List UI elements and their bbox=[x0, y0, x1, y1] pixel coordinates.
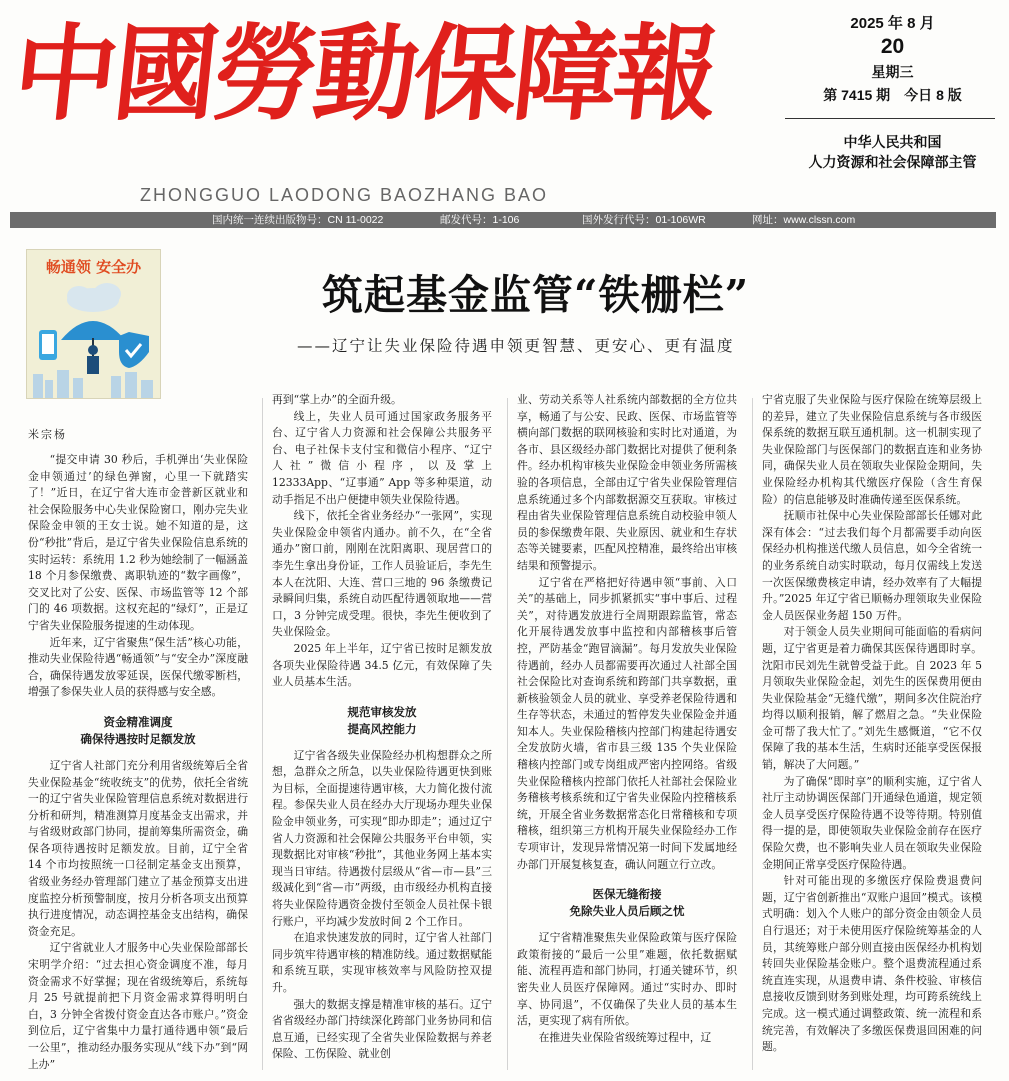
paragraph: 2025 年上半年，辽宁省已按时足额发放各项失业保险待遇 34.5 亿元，有效保障了失业人员基本生活。 bbox=[272, 641, 492, 689]
paragraph: 为了确保“即时享”的顺利实施，辽宁省人社厅主动协调医保部门开通绿色通道，规定领金人员享受医疗保险待遇不设等待期。特别值得一提的是，即使领取失业保险金前存在医疗保险欠费，也不影响失业人员在领取失业保险金期间正常享受医疗保险待遇。 bbox=[762, 774, 982, 871]
article-column-4 bbox=[762, 392, 982, 1056]
section-heading: 资金精准调度 确保待遇按时足额发放 bbox=[80, 714, 196, 746]
sponsor bbox=[780, 132, 1005, 172]
sponsor-line-1: 中华人民共和国 bbox=[843, 134, 942, 150]
paragraph: 业、劳动关系等人社系统内部数据的全方位共享，畅通了与公安、民政、医保、市场监管等横向部门数据的联网核验和实时比对通道，为各市、县区级经办部门数据比对提供了便利条件。经办机构审核失业保险金申领业务所需核验的各项信息，全部由辽宁省失业保险管理信息系统通过多个内部数据源交互获取。审核过程由省失业保险管理信息系统自动校验申领人员的参保缴费年限、失业原因、就业和生存状态等关键要素，匹配风控精准，最终给出审核结果和预警提示。 bbox=[517, 393, 737, 572]
date-month: 2025 年 8 月 bbox=[850, 15, 935, 32]
paragraph: 辽宁省人社部门充分利用省级统筹后全省失业保险基金“统收统支”的优势，依托全省统一的辽宁省失业保险管理信息系统对数据进行分析和研判，精准测算月度基金支出需求，并与省级财政部门协同，提前筹集所需资金，确保各项待遇按时足额发放。目前，辽宁全省 14 个市均按照统一口径制定基金支出预算，省级业务经办管理部门建立了基金预算支出进度监控分析预警制度，按月分析各项支出预算执行进度情况，动态调控基金支出结构，确保资金充足。 bbox=[28, 758, 248, 938]
date-day: 20 bbox=[880, 35, 905, 58]
section-heading: 规范审核发放 提高风控能力 bbox=[347, 704, 417, 736]
paragraph: 辽宁省在严格把好待遇申领“事前、入口关”的基础上，同步抓紧抓实“事中事后、过程关”，对待遇发放进行全周期跟踪监管，常态化开展待遇发放事中监控和内部稽核事后管控，严防基金“跑冒滴漏”。每月发放失业保险待遇前，经办人员都需要再次通过人社部全国社会保险比对查询系统和跨部门共享数据，重新核验领金人员的就业、享受养老保险待遇和生存等状态，未通过的暂停发失业保险金并通知本人。失业保险稽核内控部门构建起待遇安全发放防火墙，省市县三级 135 个失业保险稽核内控部门或专岗组成严密内控网络。省级失业保险稽核内控部门依托人社部社会保险业务稽核考核系统和辽宁省失业保险内控稽核系统，开展全省业务数据常态化日常稽核和专项稽核，组织第三方机构开展失业保险经办工作专项审计，发现异常情况第一时间下发属地经办部门开展复核复查，确认问题立行立改。 bbox=[517, 575, 737, 871]
column-divider bbox=[752, 398, 753, 1070]
person-icon bbox=[87, 345, 99, 374]
paragraph: 强大的数据支撑是精准审核的基石。辽宁省省级经办部门持续深化跨部门业务协同和信息互通，已经实现了全省失业保险数据与养老保险、工伤保险、就业创 bbox=[272, 997, 492, 1061]
phone-icon bbox=[39, 330, 57, 360]
paragraph: 辽宁省就业人才服务中心失业保险部部长宋明学介绍：“过去担心资金调度不准，每月资金需求不好掌握；现在省级统筹后，系统每月 25 号就提前把下月资金需求算得明明白白，3 分钟全省拨付资金直达各市账户。”资金到位后，辽宁省集中力量打通待遇申领“最后一公里”，推动经办服务实现从“线下办”到“网上办” bbox=[28, 941, 248, 1071]
paragraph: “提交申请 30 秒后，手机弹出‘失业保险金申领通过’的绿色弹窗，心里一下就踏实了！”近日，在辽宁省大连市金普新区就业和社会保险服务中心失业保险窗口，刚办完失业保险金申领的王女士说。她不知道的是，这份“秒批”背后，是辽宁省失业保险信息系统的实时运转：系统用 1.2 秒为她绘制了一幅涵盖 18 个月参保缴费、离职轨迹的“数字画像”，交叉比对了公安、医保、市场监管等 12 个部门的 46 项数据。这权充起的“绿灯”，正是辽宁省失业保险服务提速的生动体现。 bbox=[28, 453, 248, 632]
article-column-1 bbox=[28, 452, 248, 1073]
section-heading: 医保无缝衔接 免除失业人员后顾之忧 bbox=[569, 887, 685, 919]
paragraph: 针对可能出现的多缴医疗保险费退费问题，辽宁省创新推出“双账户退回”模式。该模式明确：划入个人账户的部分资金由领金人员自行退还；对于未使用医疗保险统筹基金的人员，其统筹账户部分则直接由医保经办机构划转回失业保险基金账户。整个退费流程通过系统直连实现，从退费申请、条件校验、审核信息接收反馈到财务到账处理，均可跨系统线上完成。这一模式通过调整政策、统一流程和系统完善，有效解决了多缴医保费退回困难的问题。 bbox=[762, 874, 982, 1054]
sponsor-line-2: 人力资源和社会保障部主管 bbox=[808, 154, 977, 170]
paragraph: 再到“掌上办”的全面升级。 bbox=[272, 393, 402, 406]
column-divider bbox=[507, 398, 508, 1070]
article-illustration bbox=[26, 249, 161, 399]
foreign-code: 国外发行代号：01-106WR bbox=[582, 214, 706, 226]
illustration-drawing bbox=[27, 250, 160, 398]
article-author: 米宗杨 bbox=[28, 428, 67, 441]
newspaper-pinyin: ZHONGGUO LAODONG BAOZHANG BAO bbox=[140, 185, 549, 205]
paragraph: 宁省克服了失业保险与医疗保险在统筹层级上的差异，建立了失业保险信息系统与各市级医保系统的数据互联互通机制。这一机制实现了失业保险部门与医保部门的数据直连和业务协同，确保失业人员在领取失业保险金期间，失业保险经办机构其代缴医疗保险（含生育保险）的信息能够及时准确传递至医保系统。 bbox=[762, 393, 982, 506]
postal-code: 邮发代号：1-106 bbox=[440, 214, 520, 226]
issue-number: 第 7415 期 今日 8 版 bbox=[823, 87, 962, 103]
paragraph: 在追求快速发放的同时，辽宁省人社部门同步筑牢待遇审核的精准防线。通过数据赋能和系统互联，实现审核效率与风险防控双提升。 bbox=[272, 931, 492, 994]
website[interactable]: 网址：www.clssn.com bbox=[752, 214, 856, 226]
article-headline: 筑起基金监管“铁栅栏” bbox=[322, 271, 750, 319]
cn-number: 国内统一连续出版物号：CN 11-0022 bbox=[212, 214, 384, 226]
newspaper-title: 中國勞動保障報 bbox=[7, 12, 721, 135]
article-column-2 bbox=[272, 392, 492, 1063]
paragraph: 近年来，辽宁省聚焦“保生活”核心功能，推动失业保险待遇“畅通领”与“安全办”深度融合，确保待遇发放零延误，医保代缴零断档，增强了参保失业人员的获得感与安全感。 bbox=[28, 635, 248, 699]
illustration-title: 畅通领 安全办 bbox=[45, 258, 142, 276]
shield-check-icon bbox=[119, 332, 149, 368]
paragraph: 抚顺市社保中心失业保险部部长任娜对此深有体会：“过去我们每个月都需要手动向医保经办机构推送代缴人员信息，如今全省统一的业务系统自动实时联动，每月仅需线上发送一次医保缴费核定申请，经办效率有了大幅提升。”2025 年辽宁省已顺畅办理领取失业保险金人员医保业务超 150 万件。 bbox=[762, 509, 982, 622]
article-subheadline: ——辽宁让失业保险待遇申领更智慧、更安心、更有温度 bbox=[297, 337, 735, 355]
paragraph: 在推进失业保险省级统筹过程中，辽 bbox=[538, 1030, 712, 1044]
paragraph: 对于领金人员失业期间可能面临的看病问题，辽宁省更是着力确保其医保待遇即时享。沈阳市民刘先生就曾受益于此。自 2023 年 5 月领取失业保险金起，刘先生的医保费用便由失业保险基金“无缝代缴”，期间多次住院治疗均得以顺利报销，解了燃眉之急。“失业保险金可帮了我大忙了。”刘先生感慨道，“它不仅保障了我的基本生活，生病时还能享受医保报销，解决了大问题。” bbox=[762, 625, 982, 772]
paragraph: 线下，依托全省业务经办“一张网”，实现失业保险金申领省内通办。前不久，在“全省通办”窗口前，刚刚在沈阳离职、现居营口的李先生拿出身份证，工作人员验证后，李先生本人在沈阳、大连、营口三地的 96 条缴费记录瞬间归集，系统自动匹配待遇领取地——营口，3 分钟完成受理。很快，李先生便收到了失业保险金。 bbox=[272, 509, 492, 639]
paragraph: 线上，失业人员可通过国家政务服务平台、辽宁省人力资源和社会保障公共服务平台、电子社保卡支付宝和微信小程序、“辽宁人社”微信小程序，以及掌上 12333App、“辽事通” App 等多种渠道，动动手指足不出户便捷申领失业保险待遇。 bbox=[272, 409, 492, 506]
paragraph: 辽宁省各级失业保险经办机构想群众之所想，急群众之所急，以失业保险待遇更快到账为目标，全面提速待遇审核，大力简化拨付流程。参保失业人员在经办大厅现场办理失业保险金申领业务，可实现“即办即走”；通过辽宁省人力资源和社会保障公共服务平台申领，实现数据比对审核“秒批”，其他业务网上基本实现当日审结。待遇拨付层级从“省—市—县”三级减化到“省—市”两级，由市级经办机构直接将失业保险待遇资金拨付至领金人员社保卡银行账户，平均减少发放时间 2 个工作日。 bbox=[272, 748, 492, 928]
issue-info bbox=[780, 12, 1005, 105]
publication-info-bar bbox=[10, 212, 996, 228]
issue-divider bbox=[785, 118, 995, 119]
article-column-3 bbox=[517, 392, 737, 1046]
cloud-icon bbox=[67, 283, 121, 312]
weekday: 星期三 bbox=[871, 64, 914, 80]
column-divider bbox=[262, 398, 263, 1070]
paragraph: 辽宁省精准聚焦失业保险政策与医疗保险政策衔接的“最后一公里”难题，依托数据赋能、流程再造和部门协同，打通关键环节，织密失业人员医疗保障网。通过“实时办、即时享、协同退”，不仅确保了失业人员的基本生活，更实现了病有所依。 bbox=[517, 931, 737, 1028]
